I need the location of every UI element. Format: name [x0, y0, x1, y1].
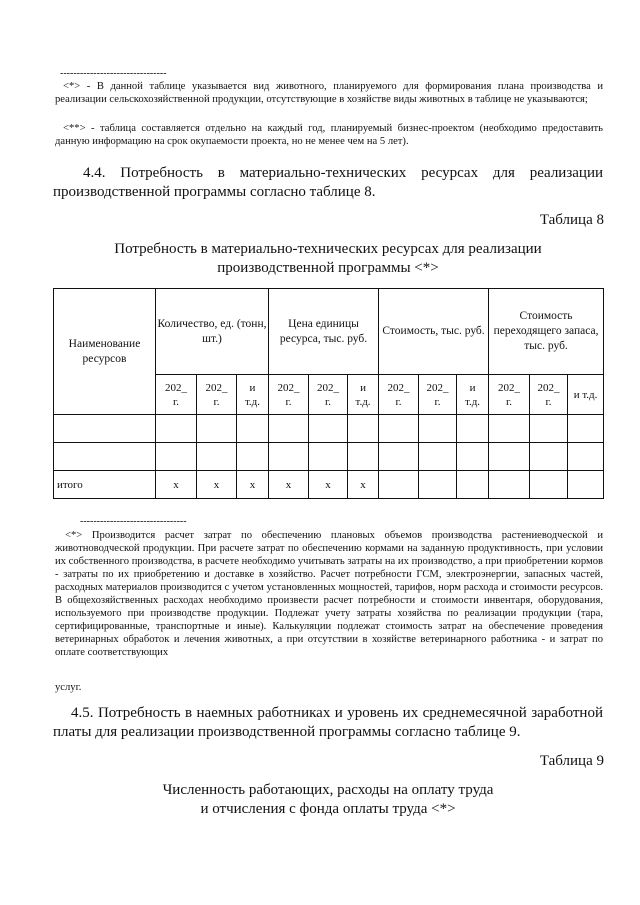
year-cell: 202_ г. — [197, 375, 237, 415]
etc-cell: и т.д. — [457, 375, 489, 415]
etc-cell: и т.д. — [348, 375, 379, 415]
col-header-cost: Стоимость, тыс. руб. — [379, 289, 489, 375]
year-cell: 202_ г. — [269, 375, 309, 415]
table8-title-line2: производственной программы <*> — [217, 260, 439, 276]
section-4-5: 4.5. Потребность в наемных работниках и уровень их среднемесячной заработной платы для реализации производственной программы согласно таблице 9. — [53, 705, 603, 740]
footnote-cost-calculation: <*> Производится расчет затрат по обеспечению плановых объемов производства растениеводческой и животноводческой продукции. При расчете затрат по обеспечению кормами на заданную продуктивность, при условии их собственного производства, в расчете необходимо учитывать затраты на их производство, а при приобретении кормов - затраты по их приобретению и доставке в хозяйство. Расчет потребности ГСМ, электроэнергии, запасных частей, расходных материалов производится с учетом установленных мощностей, тарифов, норм расхода и стоимости ресурсов. В общехозяйственных расходах необходимо произвести расчет потребности и стоимости инвентаря, оборудования, используемого при производстве продукции. Подлежат учету затраты хозяйства по реализации продукции (тара, сертифицированные, транспортные и иные). Калькуляции подлежат стоимость затрат на обеспечение проведения ветеринарных обработок и лечения животных, а при отсутствии в хозяйстве ветеринарного работника - и затрат по оплате соответствующих — [55, 530, 603, 658]
footnote-rule: -------------------------------- — [60, 68, 167, 79]
year-cell: 202_ г. — [530, 375, 568, 415]
footnote-rule: -------------------------------- — [80, 516, 187, 527]
year-cell: 202_ г. — [419, 375, 457, 415]
col-header-carryover-stock: Стоимость переходящего запаса, тыс. руб. — [489, 289, 604, 375]
year-cell: 202_ г. — [489, 375, 530, 415]
year-cell: 202_ г. — [156, 375, 197, 415]
table9-title-line1: Численность работающих, расходы на оплату труда — [162, 782, 494, 798]
total-label: итого — [54, 471, 156, 499]
x-mark: x — [348, 471, 379, 499]
col-header-name: Наименование ресурсов — [54, 289, 156, 415]
table-row — [54, 415, 604, 443]
year-cell: 202_ г. — [379, 375, 419, 415]
year-cell: 202_ г. — [309, 375, 348, 415]
table9-label: Таблица 9 — [539, 753, 604, 769]
col-header-unit-price: Цена единицы ресурса, тыс. руб. — [269, 289, 379, 375]
table8-title-line1: Потребность в материально-технических ресурсах для реализации — [114, 241, 542, 257]
x-mark: x — [197, 471, 237, 499]
footnote-last-word: услуг. — [55, 682, 82, 693]
total-row — [54, 471, 604, 499]
etc-cell: и т.д. — [568, 375, 604, 415]
x-mark: x — [237, 471, 269, 499]
col-header-quantity: Количество, ед. (тонн, шт.) — [156, 289, 269, 375]
x-mark: x — [156, 471, 197, 499]
section-4-4: 4.4. Потребность в материально-технических ресурсах для реализации производственной программы согласно таблице 8. — [53, 165, 603, 200]
etc-cell: и т.д. — [237, 375, 269, 415]
footnote-per-year: <**> - таблица составляется отдельно на каждый год, планируемый бизнес-проектом (необходимо предоставить данную информацию на срок окупаемости проекта, но не менее чем на 5 лет). — [55, 123, 603, 147]
table-8 — [53, 288, 604, 499]
table9-title-line2: и отчисления с фонда оплаты труда <*> — [200, 801, 456, 817]
table8-label: Таблица 8 — [539, 212, 604, 228]
footnote-animal-type: <*> - В данной таблице указывается вид животного, планируемого для формирования плана производства и реализации сельскохозяйственной продукции, отсутствующие в хозяйстве виды животных в таблице не указываются; — [55, 81, 603, 105]
x-mark: x — [269, 471, 309, 499]
table-row — [54, 443, 604, 471]
x-mark: x — [309, 471, 348, 499]
